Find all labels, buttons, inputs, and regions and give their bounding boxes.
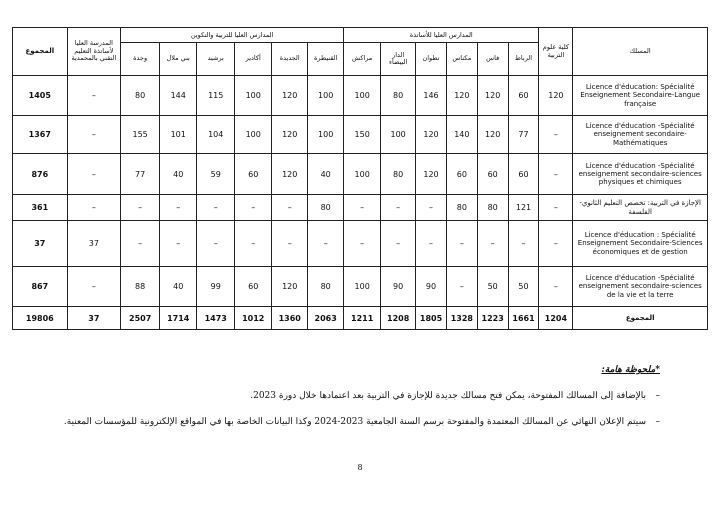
crmef-cell: 88: [121, 267, 160, 307]
faculty-cell: 120: [539, 76, 573, 116]
ens-cell: 100: [381, 116, 416, 154]
crmef-cell: 101: [160, 116, 197, 154]
crmef-cell: –: [160, 195, 197, 221]
ens-cell: 90: [381, 267, 416, 307]
note-item-2: [60, 414, 660, 431]
header-crmef-agadir: أكادير: [235, 43, 272, 76]
faculty-cell: –: [539, 116, 573, 154]
note-dash: –: [655, 417, 660, 427]
ens-cell: –: [508, 221, 539, 267]
ens-cell: 120: [477, 116, 508, 154]
totals-crmef-cell: 1360: [272, 307, 308, 330]
ens-cell: 80: [381, 76, 416, 116]
ens-cell: 77: [508, 116, 539, 154]
totals-crmef-cell: 1473: [197, 307, 235, 330]
track-cell: Licence d'éducation : Spécialité Enseignement Secondaire-Sciences économiques et de gestion: [573, 221, 708, 267]
ens-cell: –: [477, 221, 508, 267]
totals-row: [13, 307, 708, 330]
ens-cell: –: [446, 267, 477, 307]
header-crmef-berrechid: برشيد: [197, 43, 235, 76]
header-enset: المدرسة العليا لأساتذة التعليم التقني بالمحمدية: [67, 28, 120, 76]
row-total-cell: 876: [13, 154, 68, 195]
header-faculty: كلية علوم التربية: [539, 28, 573, 76]
ens-cell: 80: [446, 195, 477, 221]
crmef-cell: –: [272, 195, 308, 221]
crmef-cell: 155: [121, 116, 160, 154]
row-total-cell: 1367: [13, 116, 68, 154]
enset-cell: –: [67, 267, 120, 307]
header-ens-meknes: مكناس: [446, 43, 477, 76]
ens-cell: 121: [508, 195, 539, 221]
ens-cell: 120: [446, 76, 477, 116]
header-row-groups: [13, 28, 708, 43]
crmef-cell: –: [121, 221, 160, 267]
crmef-cell: 104: [197, 116, 235, 154]
crmef-cell: 60: [235, 154, 272, 195]
ens-cell: 150: [344, 116, 381, 154]
totals-ens-cell: 1208: [381, 307, 416, 330]
note-text-2: سيتم الإعلان النهائي عن المسالك المعتمدة والمفتوحة برسم السنة الجامعية 2023-2024 وكذا البيانات الخاصة بها في المواقع الإلكترونية للمؤسسات المعنية.: [63, 417, 646, 427]
totals-crmef-cell: 1012: [235, 307, 272, 330]
header-crmef-oujda: وجدة: [121, 43, 160, 76]
ens-cell: 80: [477, 195, 508, 221]
ens-cell: 80: [381, 154, 416, 195]
totals-crmef-cell: 1714: [160, 307, 197, 330]
enset-cell: –: [67, 154, 120, 195]
ens-cell: 50: [477, 267, 508, 307]
ens-cell: 90: [416, 267, 447, 307]
totals-ens-cell: 1805: [416, 307, 447, 330]
crmef-cell: –: [160, 221, 197, 267]
totals-ens-cell: 1661: [508, 307, 539, 330]
distribution-table-container: [12, 27, 708, 330]
crmef-cell: 100: [308, 116, 344, 154]
track-cell: Licence d'éducation: Spécialité Enseignement Secondaire-Langue française: [573, 76, 708, 116]
crmef-cell: 77: [121, 154, 160, 195]
faculty-cell: –: [539, 267, 573, 307]
totals-ens-cell: 1328: [446, 307, 477, 330]
crmef-cell: 60: [235, 267, 272, 307]
ens-cell: 100: [344, 76, 381, 116]
note-dash: –: [655, 391, 660, 401]
table-body: [13, 76, 708, 330]
ens-cell: 140: [446, 116, 477, 154]
header-ens-rabat: الرباط: [508, 43, 539, 76]
ens-cell: 60: [508, 76, 539, 116]
note-item-1: [60, 388, 660, 405]
ens-cell: –: [344, 195, 381, 221]
ens-cell: –: [381, 221, 416, 267]
header-crmef-eljadida: الجديدة: [272, 43, 308, 76]
crmef-cell: 120: [272, 154, 308, 195]
page-number: 8: [357, 463, 363, 472]
enset-cell: –: [67, 195, 120, 221]
ens-cell: 146: [416, 76, 447, 116]
crmef-cell: 40: [308, 154, 344, 195]
table-row: [13, 195, 708, 221]
table-row: [13, 76, 708, 116]
ens-cell: 100: [344, 267, 381, 307]
seats-distribution-table: [12, 27, 708, 330]
row-total-cell: 1405: [13, 76, 68, 116]
ens-cell: –: [344, 221, 381, 267]
crmef-cell: 99: [197, 267, 235, 307]
ens-cell: 60: [446, 154, 477, 195]
ens-cell: 60: [508, 154, 539, 195]
ens-cell: –: [446, 221, 477, 267]
note-text-1: بالإضافة إلى المسالك المفتوحة، يمكن فتح مسالك جديدة للإجازة في التربية بعد اعتمادها خلال دورة 2023.: [250, 391, 646, 401]
crmef-cell: 80: [121, 76, 160, 116]
faculty-cell: –: [539, 154, 573, 195]
table-row: [13, 154, 708, 195]
enset-cell: 37: [67, 221, 120, 267]
crmef-cell: 100: [235, 76, 272, 116]
header-ens-group: المدارس العليا للأساتذة: [344, 28, 539, 43]
ens-cell: 120: [477, 76, 508, 116]
header-crmef-kenitra: القنيطرة: [308, 43, 344, 76]
crmef-cell: 120: [272, 267, 308, 307]
totals-crmef-cell: 2063: [308, 307, 344, 330]
crmef-cell: 80: [308, 195, 344, 221]
faculty-cell: –: [539, 221, 573, 267]
enset-cell: –: [67, 76, 120, 116]
table-row: [13, 116, 708, 154]
crmef-cell: 80: [308, 267, 344, 307]
totals-crmef-cell: 2507: [121, 307, 160, 330]
crmef-cell: 120: [272, 76, 308, 116]
header-total: المجموع: [13, 28, 68, 76]
crmef-cell: 40: [160, 154, 197, 195]
totals-enset: 37: [67, 307, 120, 330]
crmef-cell: 59: [197, 154, 235, 195]
header-ens-casablanca: الدار البيضاء: [381, 43, 416, 76]
row-total-cell: 361: [13, 195, 68, 221]
crmef-cell: –: [197, 195, 235, 221]
ens-cell: –: [381, 195, 416, 221]
crmef-cell: 144: [160, 76, 197, 116]
totals-label: المجموع: [573, 307, 708, 330]
crmef-cell: 120: [272, 116, 308, 154]
table-row: [13, 267, 708, 307]
ens-cell: 120: [416, 154, 447, 195]
ens-cell: 60: [477, 154, 508, 195]
totals-ens-cell: 1211: [344, 307, 381, 330]
notes-section: [60, 365, 660, 440]
track-cell: Licence d'éducation -Spécialité enseignement secondaire-sciences de la vie et la terre: [573, 267, 708, 307]
totals-ens-cell: 1223: [477, 307, 508, 330]
row-total-cell: 867: [13, 267, 68, 307]
totals-faculty: 1204: [539, 307, 573, 330]
crmef-cell: –: [121, 195, 160, 221]
crmef-cell: –: [308, 221, 344, 267]
track-cell: Licence d'éducation -Spécialité enseignement secondaire-Mathématiques: [573, 116, 708, 154]
track-cell: Licence d'éducation -Spécialité enseignement secondaire-sciences physiques et chimiques: [573, 154, 708, 195]
ens-cell: 100: [344, 154, 381, 195]
table-row: [13, 221, 708, 267]
header-ens-fes: فاس: [477, 43, 508, 76]
crmef-cell: 100: [308, 76, 344, 116]
ens-cell: –: [416, 221, 447, 267]
header-track: المسلك: [573, 28, 708, 76]
enset-cell: –: [67, 116, 120, 154]
header-ens-tetouan: تطوان: [416, 43, 447, 76]
notes-title: *ملحوظة هامة:: [601, 365, 660, 375]
crmef-cell: –: [272, 221, 308, 267]
row-total-cell: 37: [13, 221, 68, 267]
grand-total: 19806: [13, 307, 68, 330]
ens-cell: –: [416, 195, 447, 221]
crmef-cell: 115: [197, 76, 235, 116]
ens-cell: 50: [508, 267, 539, 307]
crmef-cell: –: [235, 195, 272, 221]
header-crmef-benimellal: بني ملال: [160, 43, 197, 76]
crmef-cell: –: [235, 221, 272, 267]
track-cell: الإجازة في التربية: تخصص التعليم الثانوي- الفلسفة: [573, 195, 708, 221]
crmef-cell: –: [197, 221, 235, 267]
crmef-cell: 40: [160, 267, 197, 307]
header-ens-marrakech: مراكش: [344, 43, 381, 76]
faculty-cell: –: [539, 195, 573, 221]
header-crmef-group: المدارس العليا للتربية والتكوين: [121, 28, 344, 43]
crmef-cell: 100: [235, 116, 272, 154]
ens-cell: 120: [416, 116, 447, 154]
